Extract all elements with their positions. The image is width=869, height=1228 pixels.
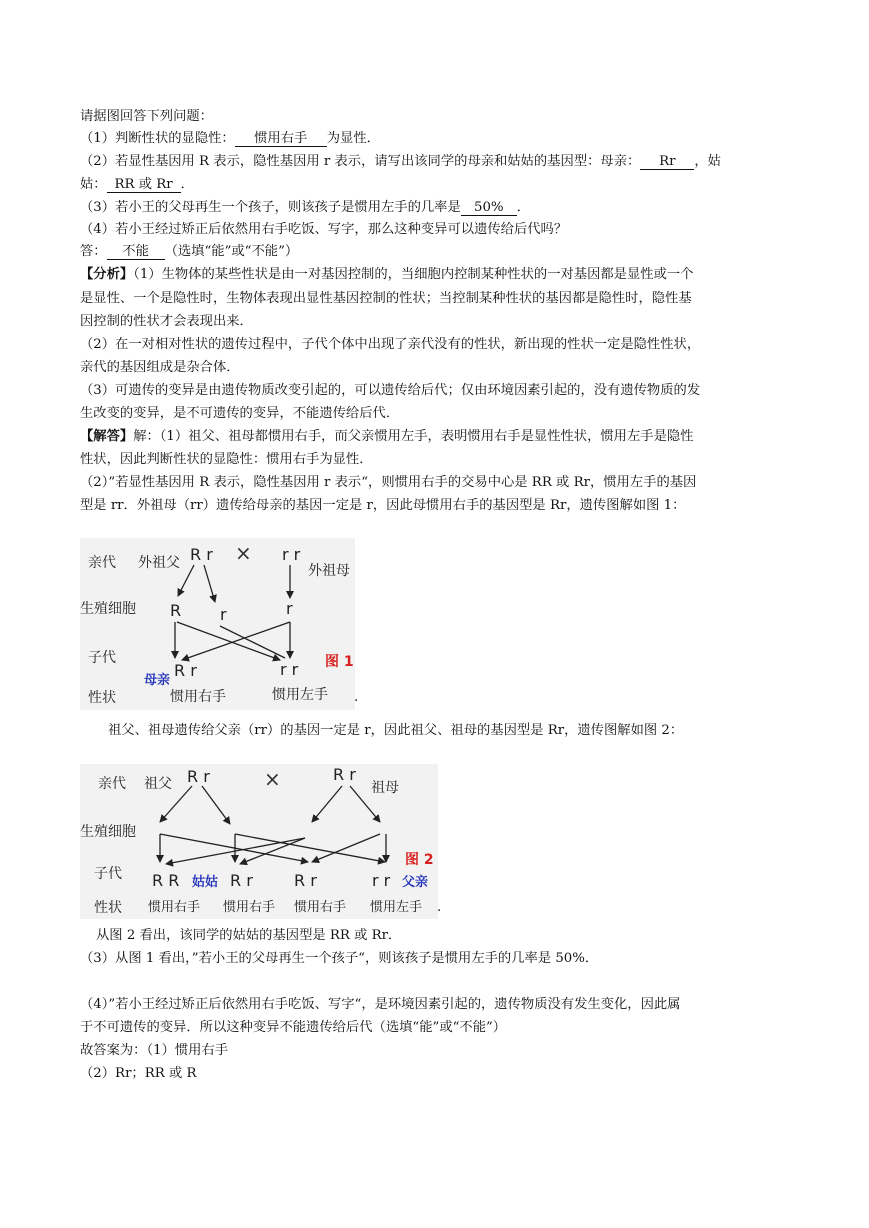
q1-post: 为显性． (326, 131, 380, 146)
solution-after-fig2: 从图 2 看出，该同学的姑姑的基因型是 RR 或 Rr． (96, 928, 402, 943)
fig2-arrow (235, 834, 385, 862)
fig1-arrow (178, 565, 194, 596)
fig1-grandmother-genotype: r r (282, 545, 301, 564)
answer-label: 答： (80, 244, 107, 259)
fig1-trait-2: 惯用左手 (272, 687, 328, 703)
fig2-trait-3: 惯用右手 (294, 900, 347, 915)
analysis-1a (80, 266, 693, 284)
fig1-period: . (354, 690, 359, 705)
analysis-2a: （2）在一对相对性状的遗传过程中，子代个体中出现了亲代没有的性状，新出现的性状一定是隐性性状， (80, 337, 701, 352)
q1-answer: 惯用右手 (235, 131, 327, 147)
fig2-child-genotype-1: R R (152, 871, 180, 890)
analysis-text: （1）生物体的某些性状是由一对基因控制的，当细胞内控制某种性状的一对基因都是显性或一个 (133, 267, 694, 282)
analysis-3b: 生改变的变异，是不可遗传的变异，不能遗传给后代． (80, 406, 400, 421)
fig2-arrow (202, 786, 230, 824)
fig1-arrow (177, 622, 280, 660)
analysis-tag: 【分析】 (80, 267, 134, 282)
analysis-2b: 亲代的基因组成是杂合体． (80, 360, 240, 375)
analysis-1b: 是显性、一个是隐性时，生物体表现出显性基因控制的性状；当控制某种性状的基因都是隐性时，隐性基 (80, 291, 692, 306)
q2-mid: ，姑 (694, 154, 721, 169)
fig1-child-genotype-2: r r (280, 660, 299, 679)
fig2-row-parent: 亲代 (98, 776, 126, 792)
answer-value: 不能 (107, 244, 165, 260)
fig2-grandmother-label: 祖母 (371, 780, 399, 796)
fig1-arrow (204, 565, 215, 602)
solution-text: 解：（1）祖父、祖母都惯用右手，而父亲惯用左手，表明惯用右手是显性性状，惯用左手是隐性 (133, 429, 694, 444)
fig1-gamete-R: R (170, 601, 182, 620)
fig1-row-gamete: 生殖细胞 (80, 601, 136, 617)
question-2-cont (80, 176, 194, 194)
question-1 (80, 130, 380, 148)
fig1-gamete-r-right: r (286, 599, 293, 618)
q3-text: （3）若小王的父母再生一个孩子，则该孩子是惯用左手的几率是 (80, 200, 461, 215)
fig1-arrow (182, 622, 290, 660)
q2-mother-answer: Rr (640, 154, 694, 170)
fig2-tag: 图 2 (405, 852, 434, 868)
intro-line: 请据图回答下列问题： (80, 109, 213, 124)
solution-4a: （4）”若小王经过矫正后依然用右手吃饭、写字“，是环境因素引起的，遗传物质没有发生变化，因此属 (80, 997, 681, 1012)
fig2-trait-4: 惯用左手 (370, 900, 423, 915)
fig1-trait-1: 惯用右手 (170, 689, 226, 705)
solution-2b: 型是 rr．外祖母（rr）遗传给母亲的基因一定是 r，因此母惯用右手的基因型是 Rr，遗传图解如图 1： (80, 498, 686, 513)
fig2-trait-2: 惯用右手 (223, 900, 276, 915)
figure-1-diagram (80, 538, 355, 710)
fig2-arrow (160, 834, 308, 862)
fig1-grandmother-label: 外祖母 (308, 563, 350, 579)
fig1-cross-symbol: × (235, 541, 252, 565)
fig2-period: . (437, 900, 442, 915)
final-answer-2: （2）Rr；RR 或 R (80, 1066, 197, 1081)
answer-hint: （选填“能”或“不能”） (164, 244, 299, 259)
answer-line (80, 243, 298, 261)
q2b-post: ． (180, 177, 194, 192)
solution-3: （3）从图 1 看出，”若小王的父母再生一个孩子“，则该孩子是惯用左手的几率是 50%． (80, 951, 599, 966)
fig2-father-label: 父亲 (402, 875, 429, 890)
solution-1b: 性状，因此判断性状的显隐性：惯用右手为显性． (80, 452, 373, 467)
q2-aunt-answer: RR 或 Rr (107, 177, 181, 193)
fig2-row-child: 子代 (94, 866, 122, 882)
question-2 (80, 153, 721, 171)
q2b-text: 姑： (80, 177, 107, 192)
fig2-row-gamete: 生殖细胞 (80, 824, 136, 840)
fig2-child-genotype-4: r r (372, 871, 391, 890)
fig2-aunt-label: 姑姑 (192, 875, 219, 890)
fig1-grandfather-label: 外祖父 (138, 555, 180, 571)
fig1-row-parent: 亲代 (88, 555, 116, 571)
figure-2-intro: 祖父、祖母遗传给父亲（rr）的基因一定是 r，因此祖父、祖母的基因型是 Rr，遗传图解如图 2： (108, 723, 684, 738)
fig2-row-trait: 性状 (94, 900, 122, 916)
fig1-child-genotype-1: R r (174, 661, 197, 680)
analysis-3a: （3）可遗传的变异是由遗传物质改变引起的，可以遗传给后代；仅由环境因素引起的，没有遗传物质的发 (80, 383, 701, 398)
fig2-trait-1: 惯用右手 (148, 900, 201, 915)
solution-tag: 【解答】 (80, 429, 134, 444)
q3-post: ． (516, 200, 531, 215)
solution-2a: （2）”若显性基因用 R 表示，隐性基因用 r 表示“，则惯用右手的交易中心是 RR 或 Rr，惯用左手的基因 (80, 475, 697, 490)
fig1-row-trait: 性状 (88, 690, 116, 706)
q1-text: （1）判断性状的显隐性： (80, 131, 235, 146)
question-4: （4）若小王经过矫正后依然用右手吃饭、写字，那么这种变异可以遗传给后代吗？ (80, 222, 568, 237)
fig2-arrow (312, 834, 380, 862)
fig2-cross-symbol: × (264, 767, 281, 791)
fig2-child-genotype-2: R r (230, 871, 253, 890)
q3-answer: 50% (461, 200, 517, 216)
fig2-child-genotype-3: R r (294, 871, 317, 890)
solution-1a (80, 428, 693, 446)
fig1-grandfather-genotype: R r (190, 545, 213, 564)
fig2-grandfather-genotype: R r (187, 767, 210, 786)
fig2-grandmother-genotype: R r (333, 765, 356, 784)
fig1-mother-label: 母亲 (144, 673, 171, 688)
fig2-grandfather-label: 祖父 (144, 776, 172, 792)
q2-text: （2）若显性基因用 R 表示，隐性基因用 r 表示，请写出该同学的母亲和姑姑的基因型：母亲： (80, 154, 641, 169)
fig2-arrow (312, 786, 342, 822)
analysis-1c: 因控制的性状才会表现出来． (80, 314, 253, 329)
solution-4b: 于不可遗传的变异．所以这种变异不能遗传给后代（选填“能”或“不能”） (80, 1020, 507, 1035)
fig1-gamete-r-left: r (220, 605, 227, 624)
question-3 (80, 199, 530, 217)
figure-2-diagram (80, 764, 438, 919)
fig1-tag: 图 1 (325, 654, 354, 670)
fig1-row-child: 子代 (88, 650, 116, 666)
final-answer: 故答案为：（1）惯用右手 (80, 1043, 229, 1058)
